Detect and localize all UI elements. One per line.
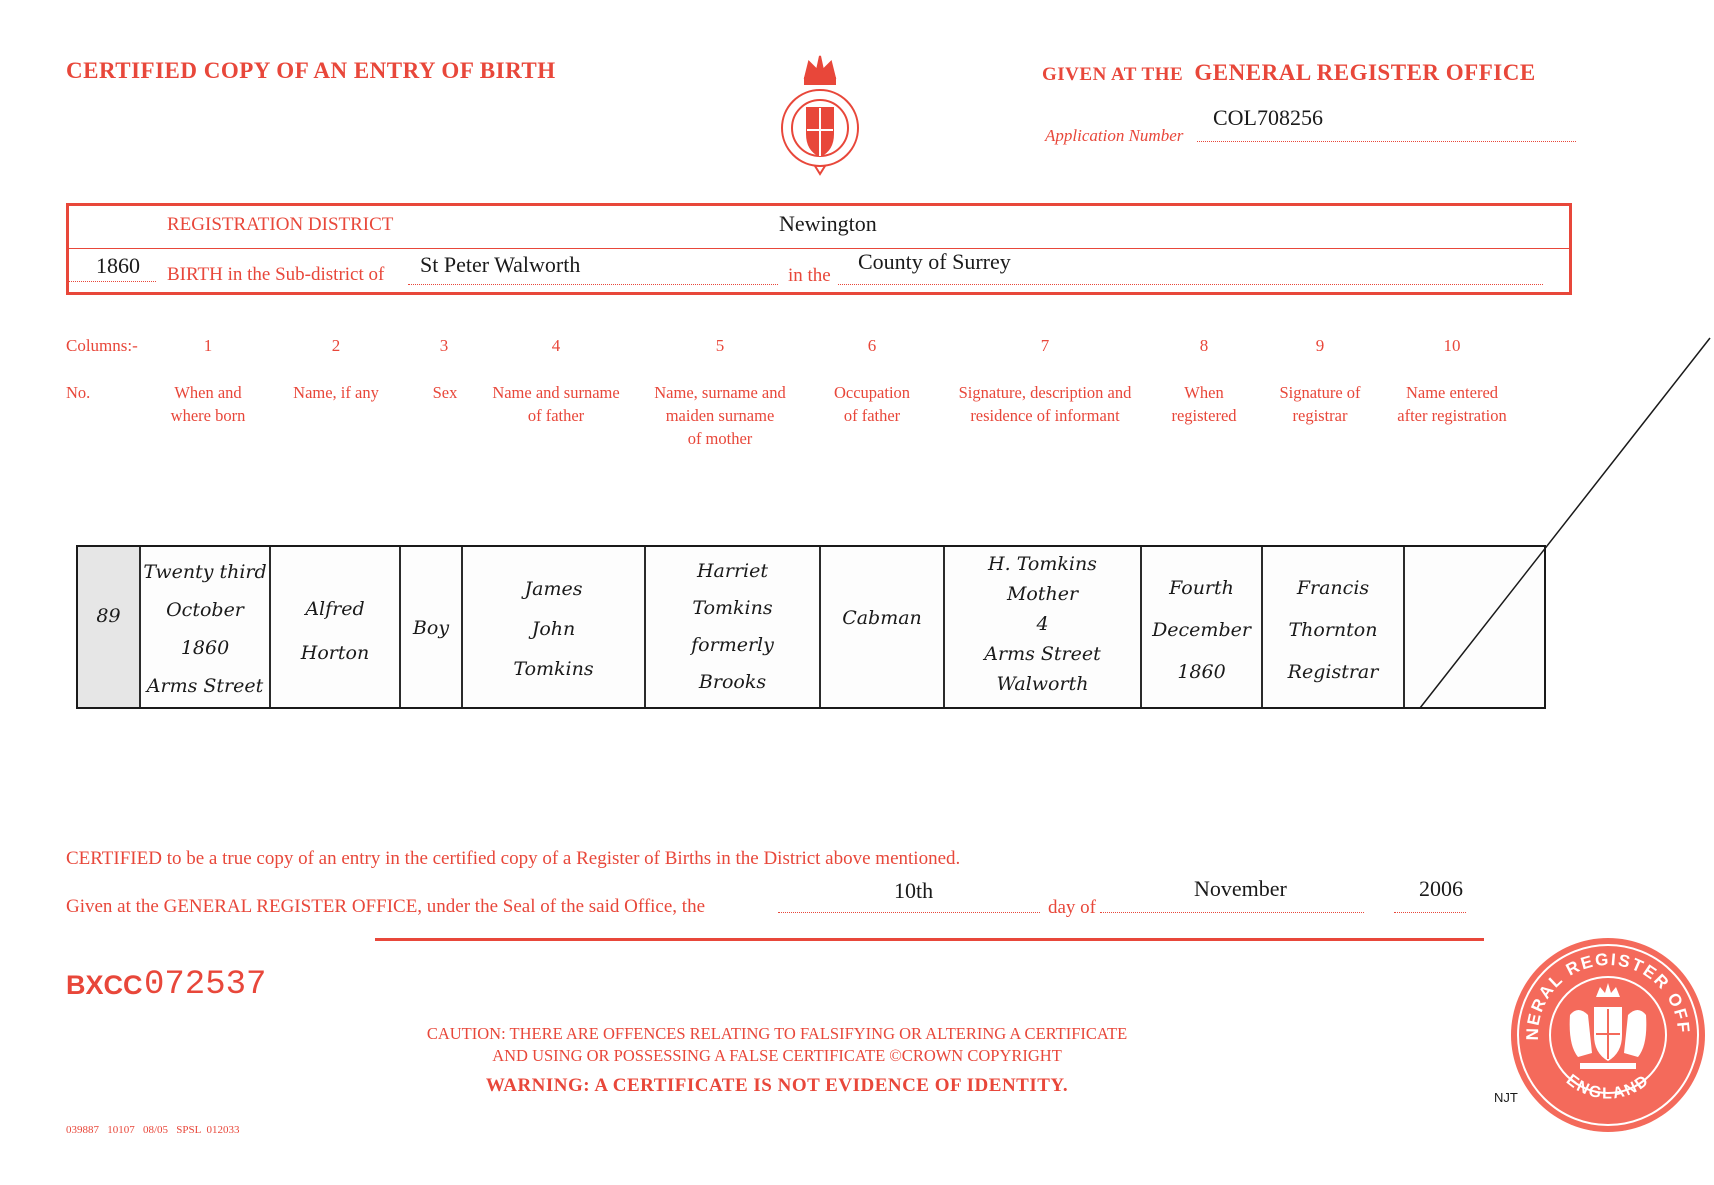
column-heading-8: When registered <box>1171 383 1237 425</box>
column-heading-3: Sex <box>432 383 458 402</box>
column-heading-10: Name entered after registration <box>1397 383 1507 425</box>
registration-district: Newington <box>779 211 877 236</box>
column-number-5: 5 <box>715 336 725 355</box>
entry-cell-when-where: Twenty third October 1860 Arms Street <box>141 547 271 707</box>
day-of-label: day of <box>1048 897 1097 918</box>
certificate-title: CERTIFIED COPY OF AN ENTRY OF BIRTH <box>66 58 556 83</box>
cancellation-line <box>1400 330 1714 712</box>
column-heading-9: Signature of registrar <box>1279 383 1361 425</box>
caution-block <box>374 1023 1180 1067</box>
royal-seal-icon <box>1508 935 1708 1135</box>
registration-year: 1860 <box>96 253 140 278</box>
column-heading-no: No. <box>66 383 91 402</box>
certification-month: November <box>1194 876 1287 901</box>
warning-text: WARNING: A CERTIFICATE IS NOT EVIDENCE OF IDENTITY. <box>485 1075 1069 1096</box>
column-heading-4: Name and surname of father <box>492 383 620 425</box>
column-heading-7: Signature, description and residence of informant <box>958 383 1132 425</box>
entry-cell-informant: H. Tomkins Mother 4 Arms Street Walworth <box>945 547 1142 707</box>
application-number: COL708256 <box>1213 105 1323 130</box>
entry-table <box>76 545 1546 709</box>
given-at-prefix: GIVEN AT THE <box>1042 64 1184 85</box>
application-number-label: Application Number <box>1045 126 1184 145</box>
entry-cell-father: James John Tomkins <box>463 547 646 707</box>
caution-line-1: CAUTION: THERE ARE OFFENCES RELATING TO FALSIFYING OR ALTERING A CERTIFICATE <box>426 1024 1128 1043</box>
county-dotted-line <box>838 284 1543 285</box>
entry-cell-mother: Harriet Tomkins formerly Brooks <box>646 547 821 707</box>
county: County of Surrey <box>858 249 1011 274</box>
month-dotted-line <box>1100 912 1364 913</box>
registration-divider <box>66 248 1572 249</box>
year-dotted-line <box>68 281 156 282</box>
column-number-4: 4 <box>551 336 561 355</box>
seal-top-text: NERAL REGISTER OFF <box>1522 949 1694 1041</box>
certification-line-1: CERTIFIED to be a true copy of an entry in the certified copy of a Register of Births in the District above mentioned. <box>66 848 961 869</box>
entry-cell-registrar: Francis Thornton Registrar <box>1263 547 1405 707</box>
sub-district: St Peter Walworth <box>420 252 581 277</box>
sub-district-dotted-line <box>408 284 778 285</box>
entry-cell-occupation: Cabman <box>821 547 945 707</box>
entry-no: 89 <box>96 605 121 627</box>
footer-codes: 039887 10107 08/05 SPSL 012033 <box>66 1124 240 1136</box>
caution-line-2: AND USING OR POSSESSING A FALSE CERTIFICATE ©CROWN COPYRIGHT <box>492 1046 1062 1065</box>
entry-cell-sex: Boy <box>401 547 463 707</box>
birth-sub-district-label: BIRTH in the Sub-district of <box>167 264 385 285</box>
column-number-6: 6 <box>867 336 877 355</box>
footer-initials: NJT <box>1494 1090 1518 1105</box>
certification-day: 10th <box>894 878 934 903</box>
crown-crest-icon <box>775 50 865 178</box>
column-heading-2: Name, if any <box>293 383 379 402</box>
office-name: GENERAL REGISTER OFFICE <box>1194 60 1536 85</box>
year-dotted-line-cert <box>1394 912 1466 913</box>
serial-prefix: BXCC <box>66 970 143 1000</box>
columns-label: Columns:- <box>66 336 138 355</box>
column-heading-5: Name, surname and maiden surname of mother <box>654 383 786 448</box>
application-dotted-line <box>1197 141 1576 142</box>
column-number-3: 3 <box>439 336 449 355</box>
certification-year: 2006 <box>1419 876 1463 901</box>
certification-line-2: Given at the GENERAL REGISTER OFFICE, under the Seal of the said Office, the <box>66 896 706 917</box>
entry-cell-name: Alfred Horton <box>271 547 401 707</box>
entry-cell-when-registered: Fourth December 1860 <box>1142 547 1263 707</box>
column-number-2: 2 <box>331 336 341 355</box>
in-the-label: in the <box>788 265 831 286</box>
column-number-1: 1 <box>203 336 213 355</box>
serial-number: 072537 <box>144 966 267 1004</box>
certification-rule <box>375 938 1484 941</box>
registration-district-label: REGISTRATION DISTRICT <box>167 214 394 235</box>
seal-bottom-text: ENGLAND <box>1562 1071 1654 1103</box>
column-number-9: 9 <box>1315 336 1325 355</box>
column-number-7: 7 <box>1040 336 1050 355</box>
column-number-8: 8 <box>1199 336 1209 355</box>
entry-cell-no <box>78 547 141 707</box>
column-heading-6: Occupation of father <box>833 383 911 425</box>
column-heading-1: When and where born <box>170 383 246 425</box>
column-number-10: 10 <box>1443 336 1461 355</box>
day-dotted-line <box>778 912 1040 913</box>
